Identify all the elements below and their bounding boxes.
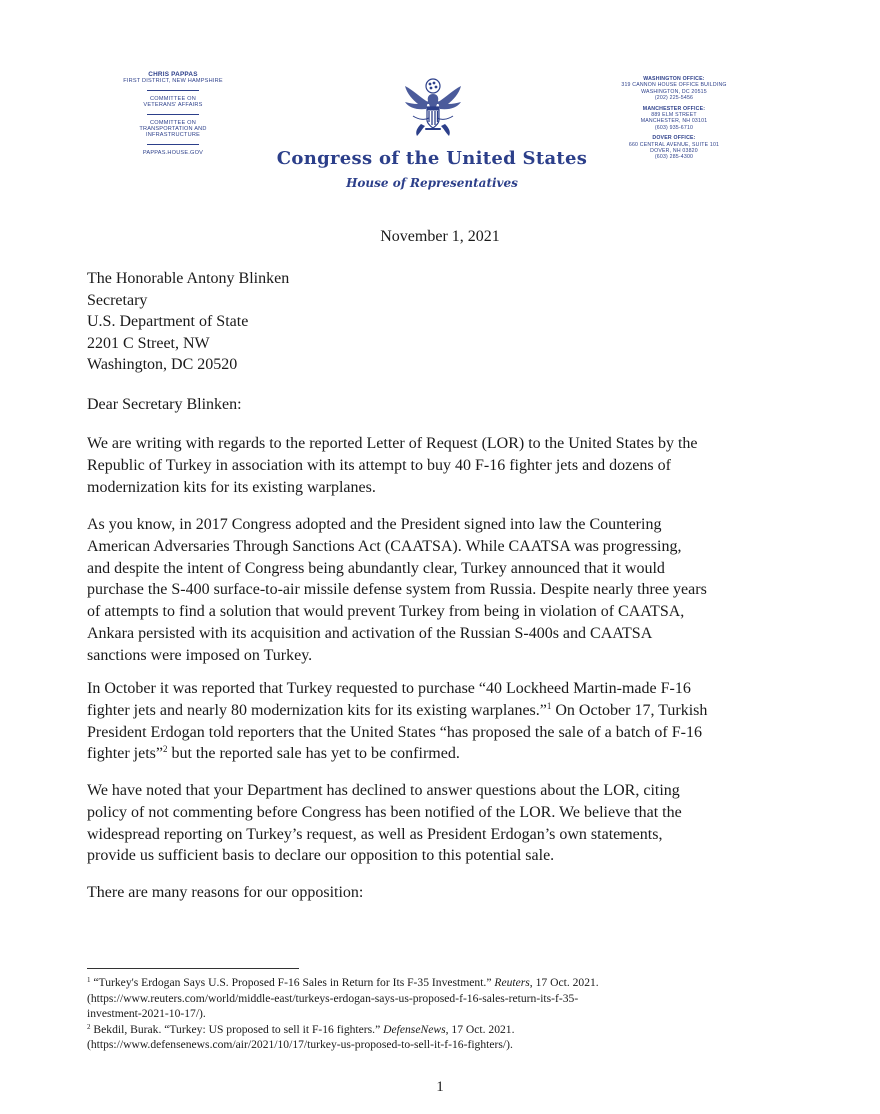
office-title: MANCHESTER OFFICE: — [642, 105, 706, 112]
manchester-office — [608, 106, 740, 132]
office-line: (603) 935-6710 — [654, 124, 694, 131]
address-line: The Honorable Antony Blinken — [87, 270, 290, 287]
text-run: , 17 Oct. 2021. — [529, 976, 599, 989]
footnote-url[interactable]: investment-2021-10-17/). — [87, 1007, 206, 1021]
footnotes — [87, 975, 797, 1053]
washington-office — [608, 76, 740, 102]
office-line: MANCHESTER, NH 03101 — [640, 118, 708, 125]
letterhead-right — [608, 76, 740, 165]
office-line: (202) 225-5456 — [654, 95, 694, 102]
text-run: “Turkey's Erdogan Says U.S. Proposed F-16 Sales in Return for Its F-35 Investment.” — [90, 976, 495, 989]
office-title: DOVER OFFICE: — [652, 135, 696, 142]
text-run: Bekdil, Burak. “Turkey: US proposed to sell it F-16 fighters.” — [90, 1022, 384, 1036]
footnote-url[interactable]: (https://www.defensenews.com/air/2021/10/17/turkey-us-proposed-to-sell-it-f-16-fighters/). — [87, 1038, 513, 1052]
text-run: fighter jets and nearly 80 modernization kits for its existing warplanes.” — [87, 701, 547, 719]
representative-name: CHRIS PAPPAS — [148, 71, 198, 78]
footnote-url[interactable]: (https://www.reuters.com/world/middle-east/turkeys-erdogan-says-us-proposed-f-16-sales-return-its-f-35- — [87, 991, 579, 1005]
address-line: 2201 C Street, NW — [87, 334, 210, 352]
footnote-1-line — [87, 975, 797, 991]
text-run: On October 17, Turkish — [551, 701, 708, 719]
text-run: but the reported sale has yet to be confirmed. — [167, 745, 460, 763]
address-line: Secretary — [87, 291, 148, 309]
address-line: U.S. Department of State — [87, 313, 249, 330]
dover-office — [608, 135, 740, 161]
footnote-2-line — [87, 1022, 797, 1038]
paragraph-5 — [87, 882, 797, 904]
committee-line: TRANSPORTATION AND — [139, 126, 207, 133]
house-title: House of Representatives — [346, 176, 518, 190]
congress-title: Congress of the United States — [276, 148, 588, 169]
text-line: sanctions were imposed on Turkey. — [87, 646, 313, 664]
text-line: There are many reasons for our opposition: — [87, 884, 364, 901]
text-line: American Adversaries Through Sanctions Act (CAATSA). While CAATSA was progressing, — [87, 537, 682, 555]
footnote-source: Reuters — [494, 976, 530, 989]
footnote-number: 1 — [87, 976, 91, 984]
page-number: 1 — [436, 1079, 444, 1095]
text-line: In October it was reported that Turkey requested to purchase “40 Lockheed Martin-made F-16 — [87, 680, 691, 697]
office-line: (603) 285-4300 — [654, 154, 694, 161]
footnote-ref-1[interactable]: 1 — [546, 700, 552, 711]
footnote-source: DefenseNews — [383, 1022, 446, 1036]
text-line: We have noted that your Department has declined to answer questions about the LOR, citing — [87, 782, 680, 799]
footnote-ref-2[interactable]: 2 — [162, 744, 168, 755]
office-line: DOVER, NH 03820 — [650, 148, 698, 155]
paragraph-4 — [87, 780, 797, 867]
text-line: provide us sufficient basis to declare our opposition to this potential sale. — [87, 847, 555, 865]
committee-line: COMMITTEE ON — [150, 95, 196, 102]
text-run: fighter jets” — [87, 745, 163, 763]
divider — [147, 144, 199, 145]
divider — [147, 114, 199, 115]
text-line: widespread reporting on Turkey’s request, as well as President Erdogan’s own statements, — [87, 825, 663, 843]
recipient-address — [87, 268, 289, 376]
office-line: WASHINGTON, DC 20515 — [641, 88, 707, 95]
paragraph-3 — [87, 678, 797, 765]
text-line: policy of not commenting before Congress has been notified of the LOR. We believe that the — [87, 803, 682, 821]
address-line: Washington, DC 20520 — [87, 356, 238, 373]
text-line — [87, 700, 797, 722]
office-line: 319 CANNON HOUSE OFFICE BUILDING — [621, 82, 727, 89]
great-seal-eagle-icon — [399, 76, 467, 142]
letterhead-left — [118, 72, 228, 156]
website: PAPPAS.HOUSE.GOV — [142, 149, 204, 156]
letter-date: November 1, 2021 — [380, 228, 500, 245]
text-line: purchase the S-400 surface-to-air missile defense system from Russia. Despite nearly three years — [87, 581, 707, 599]
text-line: We are writing with regards to the reported Letter of Request (LOR) to the United States by the — [87, 435, 698, 452]
text-line: President Erdogan told reporters that the United States “has proposed the sale of a batch of F-16 — [87, 723, 702, 741]
footnote-separator — [87, 968, 299, 969]
text-line: Republic of Turkey in association with its attempt to buy 40 F-16 fighter jets and dozens of — [87, 456, 671, 474]
text-line — [87, 743, 797, 765]
text-run: , 17 Oct. 2021. — [445, 1022, 515, 1036]
paragraph-2 — [87, 514, 797, 667]
district: FIRST DISTRICT, NEW HAMPSHIRE — [123, 78, 223, 85]
committee-line: COMMITTEE ON — [150, 119, 196, 126]
office-line: 889 ELM STREET — [651, 112, 697, 119]
committee-line: VETERANS' AFFAIRS — [143, 102, 203, 109]
footnote-number: 2 — [87, 1022, 91, 1031]
committee-line: INFRASTRUCTURE — [145, 132, 201, 139]
paragraph-1 — [87, 433, 797, 498]
salutation: Dear Secretary Blinken: — [87, 396, 242, 413]
divider — [147, 90, 199, 91]
text-line: modernization kits for its existing warplanes. — [87, 478, 376, 496]
text-line: and despite the intent of Congress being abundantly clear, Turkey announced that it would — [87, 559, 665, 577]
text-line: Ankara persisted with its acquisition and activation of the Russian S-400s and CAATSA — [87, 624, 653, 642]
text-line: of attempts to find a solution that would prevent Turkey from being in violation of CAATSA, — [87, 603, 685, 621]
office-title: WASHINGTON OFFICE: — [643, 76, 705, 82]
office-line: 660 CENTRAL AVENUE, SUITE 101 — [628, 141, 720, 148]
text-line: As you know, in 2017 Congress adopted and the President signed into law the Countering — [87, 516, 662, 533]
